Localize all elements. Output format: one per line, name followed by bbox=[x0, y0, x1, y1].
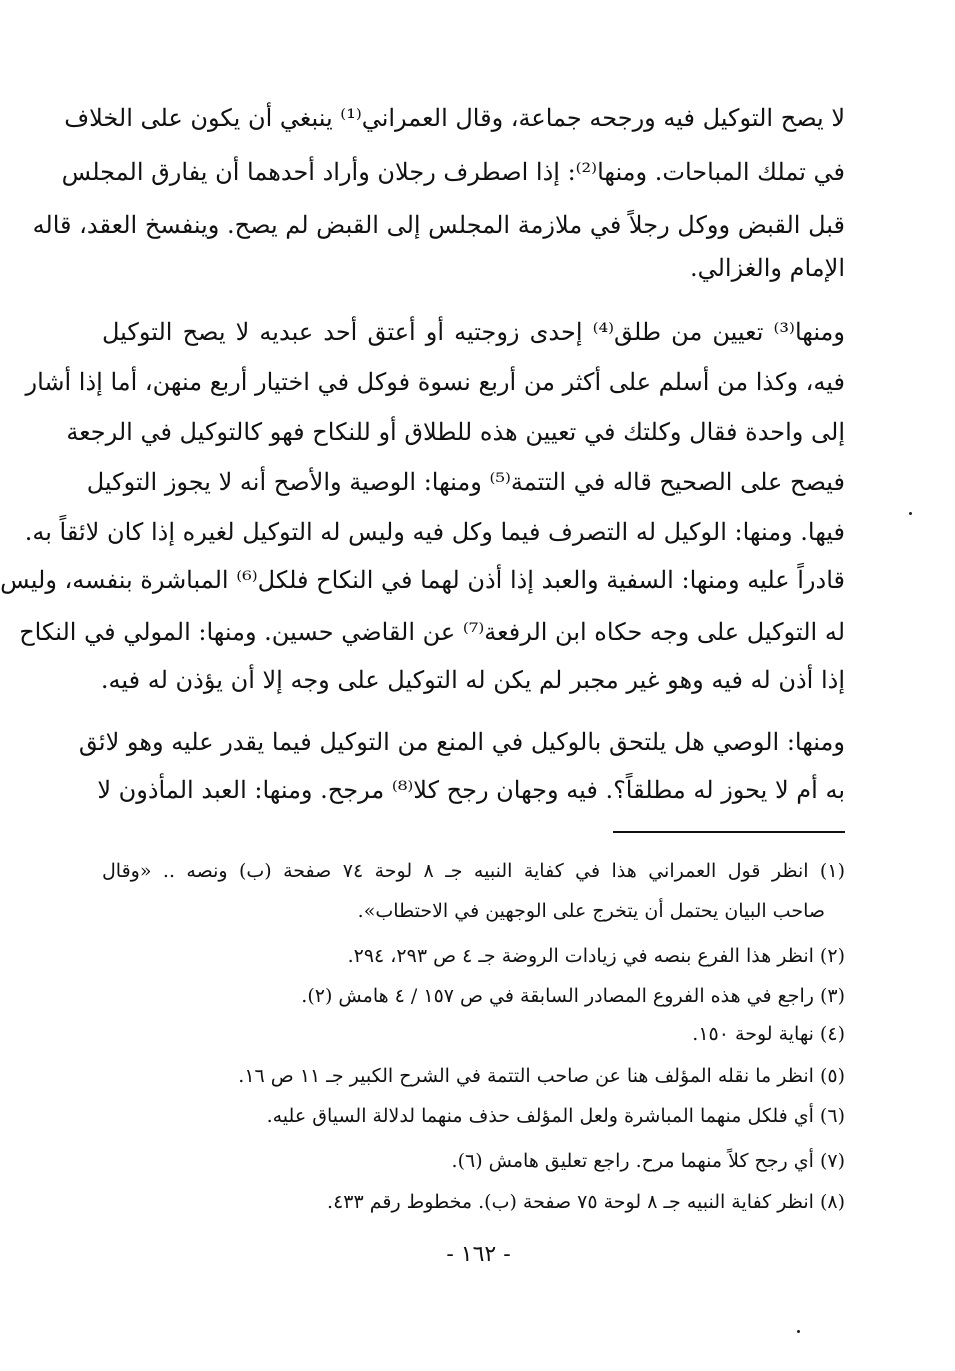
body-line: فيصح على الصحيح قاله في التتمة⁽⁵⁾ ومنها: الوصية والأصح أنه لا يجوز التوكيل bbox=[86, 468, 845, 496]
footnote-6: (٦) أي فلكل منهما المباشرة ولعل المؤلف حذف منهما لدلالة السياق عليه. bbox=[266, 1105, 845, 1127]
footnote-separator bbox=[613, 831, 845, 833]
body-line: في تملك المباحات. ومنها⁽²⁾: إذا اصطرف رجلان وأراد أحدهما أن يفارق المجلس bbox=[61, 158, 845, 186]
page-number: - ١٦٢ - bbox=[446, 1242, 511, 1267]
body-line: إلى واحدة فقال وكلتك في تعيين هذه للطلاق أو للنكاح فهو كالتوكيل في الرجعة bbox=[66, 418, 845, 446]
footnote-8: (٨) انظر كفاية النبيه جـ ٨ لوحة ٧٥ صفحة (ب). مخطوط رقم ٤٣٣. bbox=[327, 1191, 845, 1213]
body-line: ومنها⁽³⁾ تعيين من طلق⁽⁴⁾ إحدى زوجتيه أو أعتق أحد عبديه لا يصح التوكيل bbox=[102, 318, 846, 346]
footnote-1-continuation: صاحب البيان يحتمل أن يتخرج على الوجهين في الاحتطاب». bbox=[357, 900, 825, 922]
body-line: قبل القبض ووكل رجلاً في ملازمة المجلس إلى القبض لم يصح. وينفسخ العقد، قاله bbox=[32, 211, 845, 239]
footnote-7: (٧) أي رجح كلاً منهما مرح. راجع تعليق هامش (٦). bbox=[451, 1150, 845, 1172]
footnote-3: (٣) راجع في هذه الفروع المصادر السابقة في ص ١٥٧ / ٤ هامش (٢). bbox=[301, 985, 845, 1007]
body-line: له التوكيل على وجه حكاه ابن الرفعة⁽⁷⁾ عن القاضي حسين. ومنها: المولي في النكاح bbox=[19, 618, 845, 646]
body-line: قادراً عليه ومنها: السفية والعبد إذا أذن لهما في النكاح فلكل⁽⁶⁾ المباشرة بنفسه، وليس bbox=[0, 566, 845, 594]
footnote-1: (١) انظر قول العمراني هذا في كفاية النبيه جـ ٨ لوحة ٧٤ صفحة (ب) ونصه .. «وقال bbox=[102, 860, 845, 882]
body-line: ومنها: الوصي هل يلتحق بالوكيل في المنع من التوكيل فيما يقدر عليه وهو لائق bbox=[78, 728, 845, 756]
body-line: به أم لا يحوز له مطلقاً؟. فيه وجهان رجح كلا⁽⁸⁾ مرجح. ومنها: العبد المأذون لا bbox=[97, 776, 845, 804]
footnote-2: (٢) انظر هذا الفرع بنصه في زيادات الروضة جـ ٤ ص ٢٩٣، ٢٩٤. bbox=[347, 945, 845, 967]
footnote-4: (٤) نهاية لوحة ١٥٠. bbox=[692, 1023, 845, 1045]
body-line: إذا أذن له فيه وهو غير مجبر لم يكن له التوكيل على وجه إلا أن يؤذن له فيه. bbox=[100, 666, 845, 694]
document-page bbox=[2, 0, 955, 1371]
body-line: فيها. ومنها: الوكيل له التصرف فيما وكل فيه وليس له التوكيل لغيره إذا كان لائقاً به. bbox=[24, 518, 845, 546]
scan-speck bbox=[909, 512, 912, 515]
body-line: لا يصح التوكيل فيه ورجحه جماعة، وقال العمراني⁽¹⁾ ينبغي أن يكون على الخلاف bbox=[64, 104, 845, 132]
scan-speck bbox=[797, 1330, 800, 1333]
footnote-5: (٥) انظر ما نقله المؤلف هنا عن صاحب التتمة في الشرح الكبير جـ ١١ ص ١٦. bbox=[238, 1065, 845, 1087]
body-line: الإمام والغزالي. bbox=[689, 254, 845, 282]
body-line: فيه، وكذا من أسلم على أكثر من أربع نسوة فوكل في اختيار أربع منهن، أما إذا أشار bbox=[25, 368, 845, 396]
